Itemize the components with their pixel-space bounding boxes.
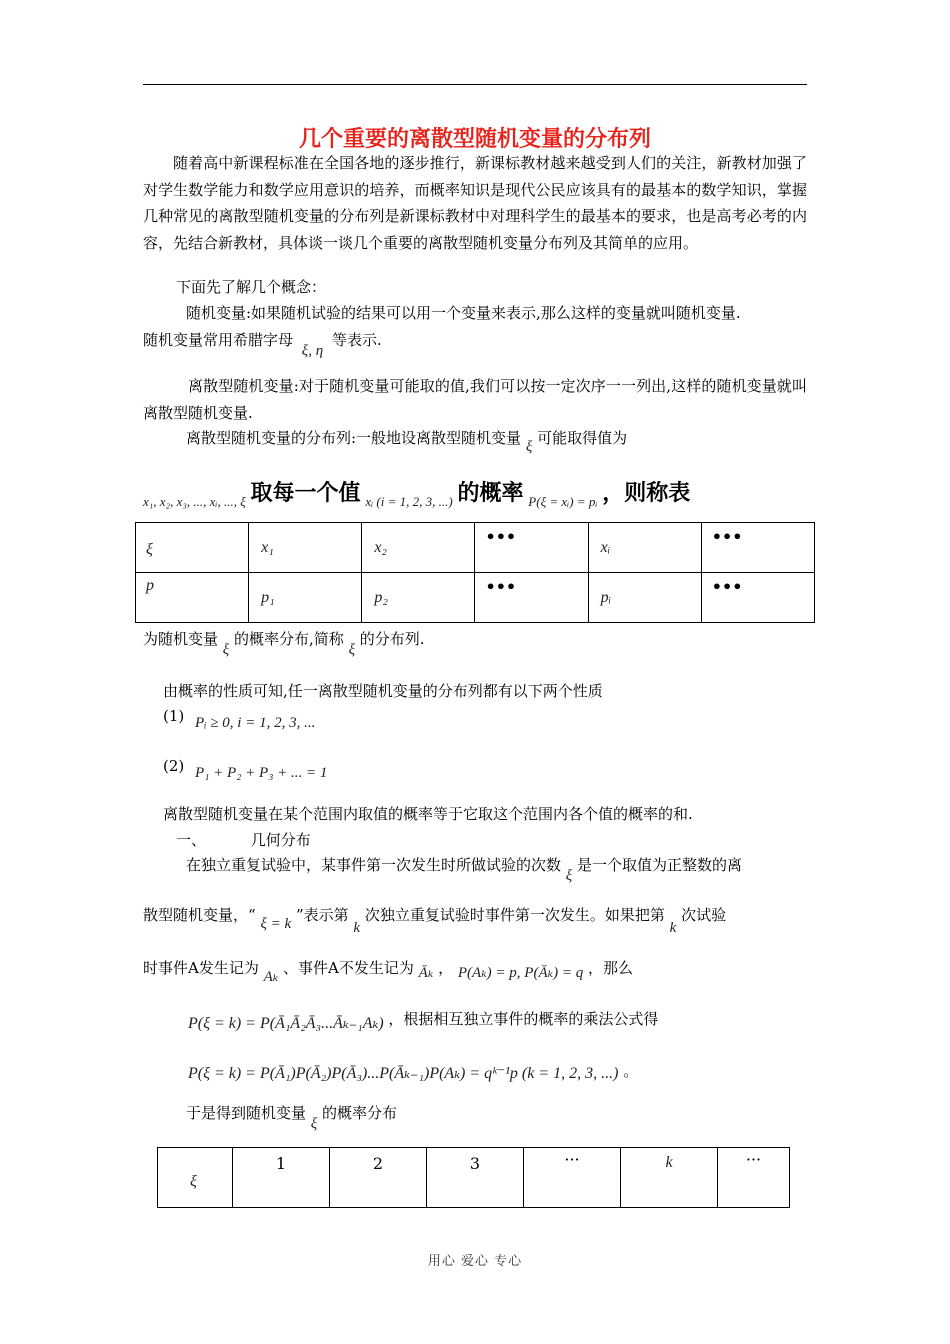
table-cell: ξ — [146, 541, 153, 558]
def-random-variable: 随机变量:如果随机试验的结果可以用一个变量来表示,那么这样的变量就叫随机变量. — [186, 304, 741, 322]
table-cell: ••• — [485, 527, 517, 546]
table-cell: ••• — [711, 577, 743, 596]
xi-equals-k: ξ = k — [260, 916, 292, 932]
geo-part: 时事件A发生记为 — [143, 959, 259, 977]
section-heading — [176, 829, 311, 850]
property-2 — [163, 757, 328, 781]
k-symbol: k — [669, 920, 677, 936]
distribution-table — [135, 522, 815, 623]
geo-part: 散型随机变量，“ — [143, 906, 256, 924]
section-number: 一、 — [176, 831, 207, 849]
probability-expression: P(ξ = xᵢ) = pᵢ — [528, 494, 598, 509]
distribution-intro — [186, 1102, 398, 1132]
def1-text-end: 等表示. — [331, 331, 382, 349]
section-title: 几何分布 — [250, 831, 311, 849]
table-cell: k — [665, 1154, 673, 1171]
table-cell: ··· — [745, 1150, 762, 1169]
def3-text-end: 可能取得值为 — [537, 429, 628, 447]
table-cell: ••• — [711, 527, 743, 546]
formula-1-text: ，根据相互独立事件的概率的乘法公式得 — [388, 1010, 659, 1028]
property-intro: 由概率的性质可知,任一离散型随机变量的分布列都有以下两个性质 — [163, 682, 603, 700]
def-random-variable-cont — [143, 329, 382, 359]
formula-1: P(ξ = k) = P(Ā₁Ā₂Ā₃...Āₖ₋₁Aₖ) — [188, 1015, 384, 1032]
table-cell: ••• — [485, 577, 517, 596]
after-table-text — [143, 628, 425, 658]
table-cell: x₂ — [374, 539, 387, 556]
geo-part: 次试验 — [681, 906, 727, 924]
geometric-text-3 — [143, 957, 634, 985]
table-row — [136, 573, 815, 623]
xi-symbol: ξ — [565, 868, 573, 884]
geo-part: ，那么 — [588, 959, 634, 977]
geometric-distribution-table — [157, 1147, 790, 1208]
geo-part: 在独立重复试验中，某事件第一次发生时所做试验的次数 — [186, 856, 562, 874]
header-rule — [143, 84, 807, 85]
range-sum-text: 离散型随机变量在某个范围内取值的概率等于它取这个范围内各个值的概率的和. — [163, 805, 693, 823]
property-label: (1) — [163, 707, 185, 725]
table-cell: xᵢ — [600, 539, 611, 556]
table-cell: 3 — [469, 1154, 481, 1173]
property-1 — [163, 707, 316, 731]
formula-1-line — [188, 1008, 659, 1032]
k-symbol: k — [353, 920, 361, 936]
a-k-symbol: Aₖ — [263, 969, 279, 985]
table-cell: ··· — [564, 1150, 580, 1169]
formula-2-end: 。 — [623, 1062, 639, 1080]
table-row — [136, 523, 815, 573]
table-called-text: ，则称表 — [602, 480, 691, 506]
table-cell: p₂ — [374, 589, 388, 606]
formula-2-line — [188, 1060, 638, 1081]
xi-index: xᵢ (i = 1, 2, 3, ...) — [365, 494, 453, 509]
property-label: (2) — [163, 757, 185, 775]
geo-part: 是一个取值为正整数的离 — [577, 856, 743, 874]
dist-part: 的概率分布 — [322, 1104, 398, 1122]
geo-part: ， — [438, 959, 454, 977]
property-formula: Pᵢ ≥ 0, i = 1, 2, 3, ... — [195, 715, 316, 731]
def-distribution — [186, 427, 628, 455]
geo-part: 、事件A不发生记为 — [283, 959, 414, 977]
table-cell: p₁ — [261, 589, 275, 606]
table-cell: p — [146, 577, 154, 594]
table-cell: pᵢ — [600, 589, 612, 606]
page-footer: 用心 爱心 专心 — [427, 1254, 523, 1269]
dist-part: 于是得到随机变量 — [186, 1104, 307, 1122]
a-k-bar-symbol: Āₖ — [418, 965, 434, 981]
probability-definitions: P(Aₖ) = p, P(Āₖ) = q — [457, 965, 584, 981]
take-each-value-text: 取每一个值 — [250, 480, 361, 506]
distribution-values-line — [143, 476, 690, 507]
table-cell: 2 — [372, 1154, 384, 1173]
table-cell: x₁ — [261, 539, 274, 556]
table-cell: 1 — [275, 1154, 287, 1173]
xi-symbol: ξ — [348, 642, 356, 658]
xi-symbol: ξ — [525, 439, 533, 455]
xi-symbol: ξ — [222, 642, 230, 658]
probability-text: 的概率 — [457, 480, 524, 506]
geo-part: ”表示第 — [295, 906, 349, 924]
geo-part: 次独立重复试验时事件第一次发生。如果把第 — [364, 906, 665, 924]
xi-eta-symbols: ξ, η — [301, 343, 324, 359]
table-cell: ξ — [190, 1172, 197, 1190]
def3-text: 离散型随机变量的分布列:一般地设离散型随机变量 — [186, 429, 522, 447]
property-formula: P₁ + P₂ + P₃ + ... = 1 — [195, 765, 328, 781]
formula-2: P(ξ = k) = P(Ā₁)P(Ā₂)P(Ā₃)...P(Āₖ₋₁)P(Aₖ) = qᵏ⁻¹p (k = 1, 2, 3, ...) — [188, 1065, 619, 1082]
xi-symbol: ξ — [310, 1116, 318, 1132]
after-table-part: 的概率分布,简称 — [234, 630, 344, 648]
def-discrete-variable: 离散型随机变量:对于随机变量可能取的值,我们可以按一定次序一一列出,这样的随机变量就叫离散型随机变量. — [143, 377, 807, 422]
table-row — [158, 1148, 790, 1208]
after-table-part: 为随机变量 — [143, 630, 219, 648]
value-sequence: x₁, x₂, x₃, ..., xᵢ, ..., ξ — [143, 494, 246, 509]
page-title: 几个重要的离散型随机变量的分布列 — [298, 126, 651, 152]
intro-paragraph: 随着高中新课程标准在全国各地的逐步推行，新课标教材越来越受到人们的关注，新教材加强了对学生数学能力和数学应用意识的培养，而概率知识是现代公民应该具有的最基本的数学知识，掌握几种常见的离散型随机变量的分布列是新课标教材中对理科学生的最基本的要求，也是高考必考的内容，先结合新教材，具体谈一谈几个重要的离散型随机变量分布列及其简单的应用。 — [143, 154, 807, 252]
geometric-text-1 — [186, 854, 743, 884]
concepts-intro: 下面先了解几个概念： — [176, 278, 327, 296]
def1-text: 随机变量常用希腊字母 — [143, 331, 294, 349]
geometric-text-2 — [143, 904, 727, 936]
after-table-part: 的分布列. — [359, 630, 425, 648]
